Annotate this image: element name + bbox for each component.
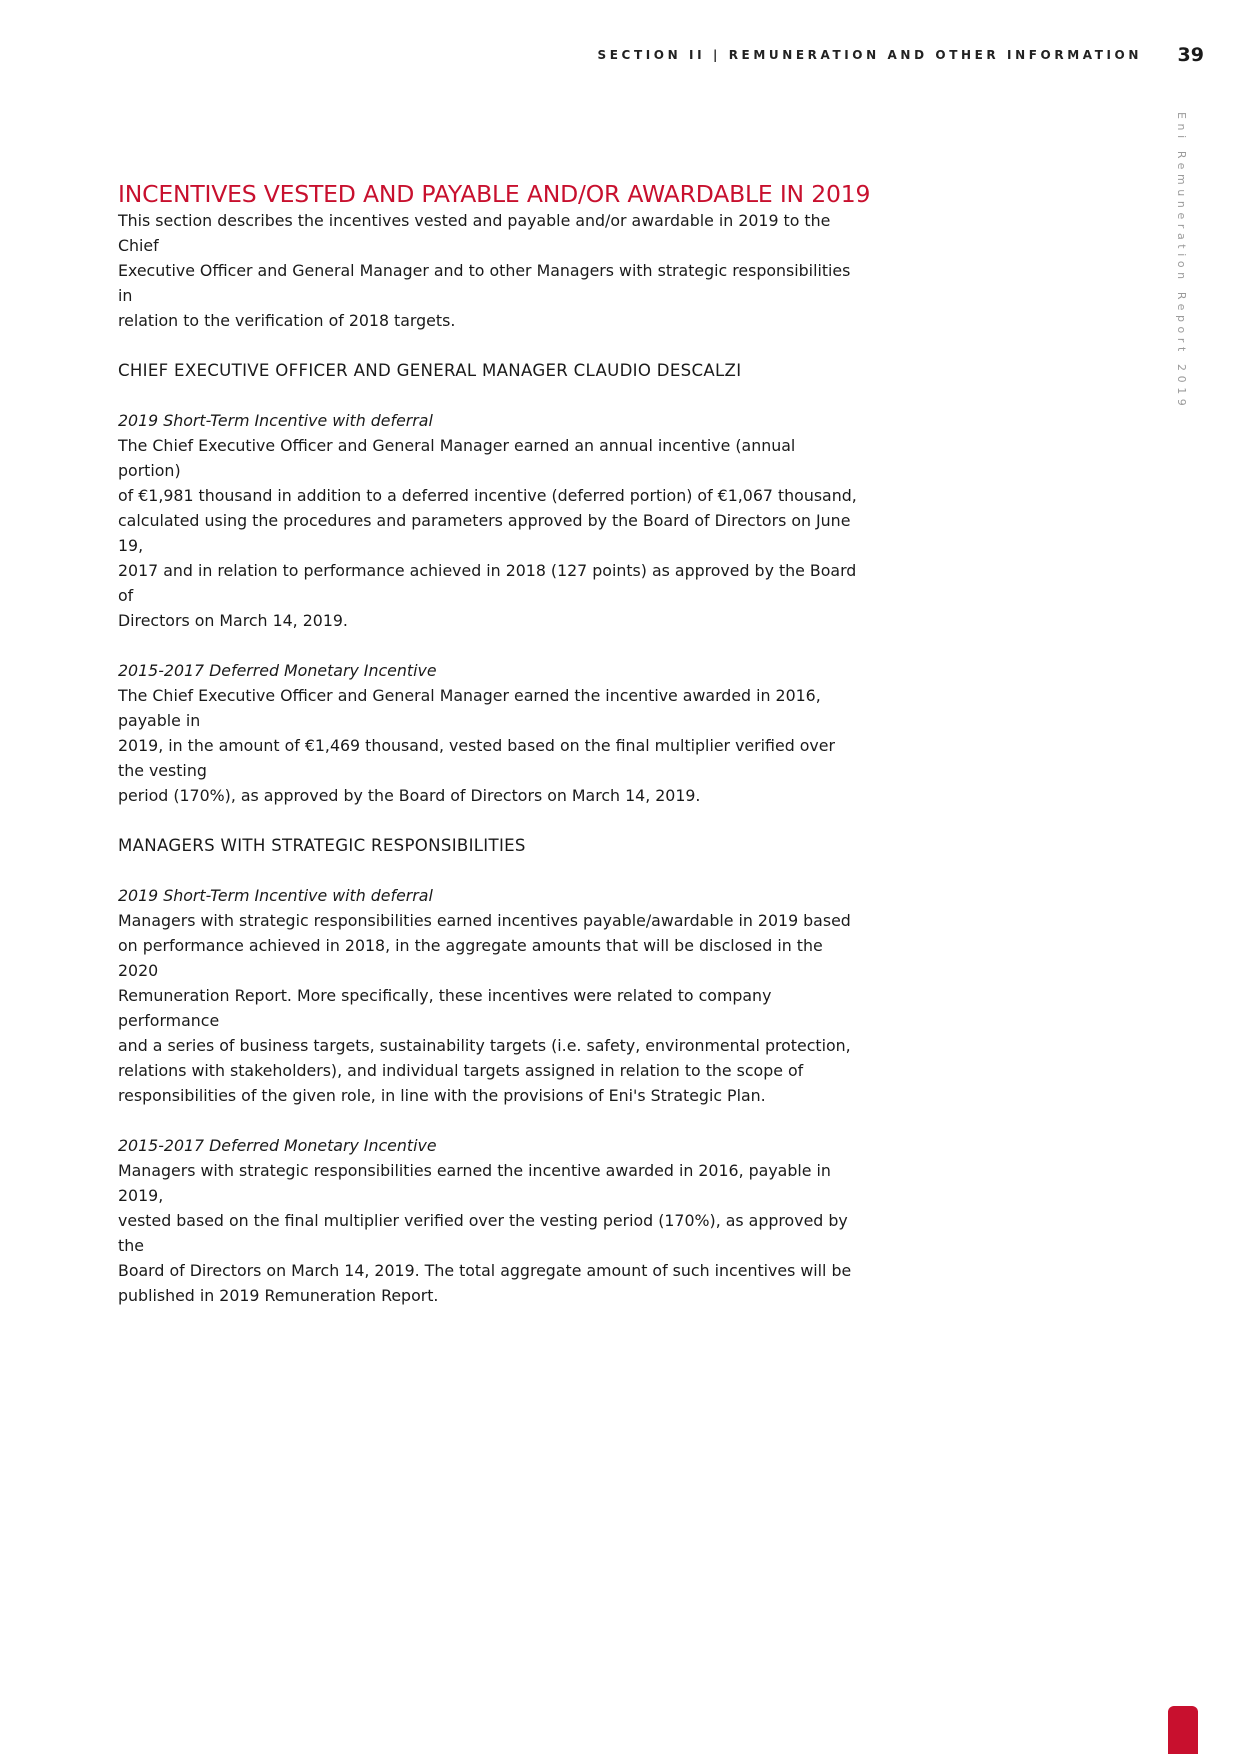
- managers-heading: MANAGERS WITH STRATEGIC RESPONSIBILITIES: [118, 836, 526, 855]
- paragraph-line: Managers with strategic responsibilities earned incentives payable/awardable in 2019 based: [118, 911, 851, 930]
- paragraph-line: on performance achieved in 2018, in the aggregate amounts that will be disclosed in the 2020: [118, 936, 823, 980]
- paragraph-line: 2019, in the amount of €1,469 thousand, vested based on the final multiplier verified over the vesting: [118, 736, 835, 780]
- intro-line: This section describes the incentives vested and payable and/or awardable in 2019 to the Chief: [118, 211, 831, 255]
- paragraph-line: Managers with strategic responsibilities earned the incentive awarded in 2016, payable in 2019,: [118, 1161, 831, 1205]
- ceo-dmi-heading: 2015-2017 Deferred Monetary Incentive: [118, 661, 437, 680]
- paragraph-line: 2017 and in relation to performance achieved in 2018 (127 points) as approved by the Board of: [118, 561, 857, 605]
- running-header: SECTION II | REMUNERATION AND OTHER INFORMATION: [597, 48, 1142, 62]
- intro-paragraph: [118, 208, 858, 333]
- paragraph-line: Directors on March 14, 2019.: [118, 611, 348, 630]
- section-tab-marker: [1168, 1706, 1198, 1754]
- section-title: INCENTIVES VESTED AND PAYABLE AND/OR AWARDABLE IN 2019: [118, 180, 871, 208]
- paragraph-line: of €1,981 thousand in addition to a deferred incentive (deferred portion) of €1,067 thousand,: [118, 486, 857, 505]
- paragraph-line: relations with stakeholders), and individual targets assigned in relation to the scope of: [118, 1061, 804, 1080]
- paragraph-line: and a series of business targets, sustainability targets (i.e. safety, environmental protection,: [118, 1036, 851, 1055]
- side-document-label: Eni Remuneration Report 2019: [1175, 112, 1188, 411]
- intro-line: Executive Officer and General Manager and to other Managers with strategic responsibilities in: [118, 261, 851, 305]
- ceo-dmi-paragraph: [118, 683, 858, 808]
- managers-dmi-heading: 2015-2017 Deferred Monetary Incentive: [118, 1136, 437, 1155]
- paragraph-line: The Chief Executive Officer and General Manager earned an annual incentive (annual portion): [118, 436, 796, 480]
- paragraph-line: calculated using the procedures and parameters approved by the Board of Directors on June 19,: [118, 511, 851, 555]
- managers-dmi-paragraph: [118, 1158, 858, 1308]
- paragraph-line: Remuneration Report. More specifically, these incentives were related to company performance: [118, 986, 772, 1030]
- intro-line: relation to the verification of 2018 targets.: [118, 311, 456, 330]
- paragraph-line: responsibilities of the given role, in line with the provisions of Eni's Strategic Plan.: [118, 1086, 766, 1105]
- paragraph-line: The Chief Executive Officer and General Manager earned the incentive awarded in 2016, payable in: [118, 686, 821, 730]
- ceo-heading: CHIEF EXECUTIVE OFFICER AND GENERAL MANAGER CLAUDIO DESCALZI: [118, 361, 742, 380]
- paragraph-line: published in 2019 Remuneration Report.: [118, 1286, 439, 1305]
- main-content: [118, 180, 871, 1308]
- ceo-sti-paragraph: [118, 433, 858, 633]
- paragraph-line: period (170%), as approved by the Board of Directors on March 14, 2019.: [118, 786, 701, 805]
- page-number: 39: [1177, 44, 1204, 66]
- managers-sti-heading: 2019 Short-Term Incentive with deferral: [118, 886, 433, 905]
- paragraph-line: vested based on the final multiplier verified over the vesting period (170%), as approved by the: [118, 1211, 848, 1255]
- paragraph-line: Board of Directors on March 14, 2019. The total aggregate amount of such incentives will be: [118, 1261, 852, 1280]
- ceo-sti-heading: 2019 Short-Term Incentive with deferral: [118, 411, 433, 430]
- managers-sti-paragraph: [118, 908, 858, 1108]
